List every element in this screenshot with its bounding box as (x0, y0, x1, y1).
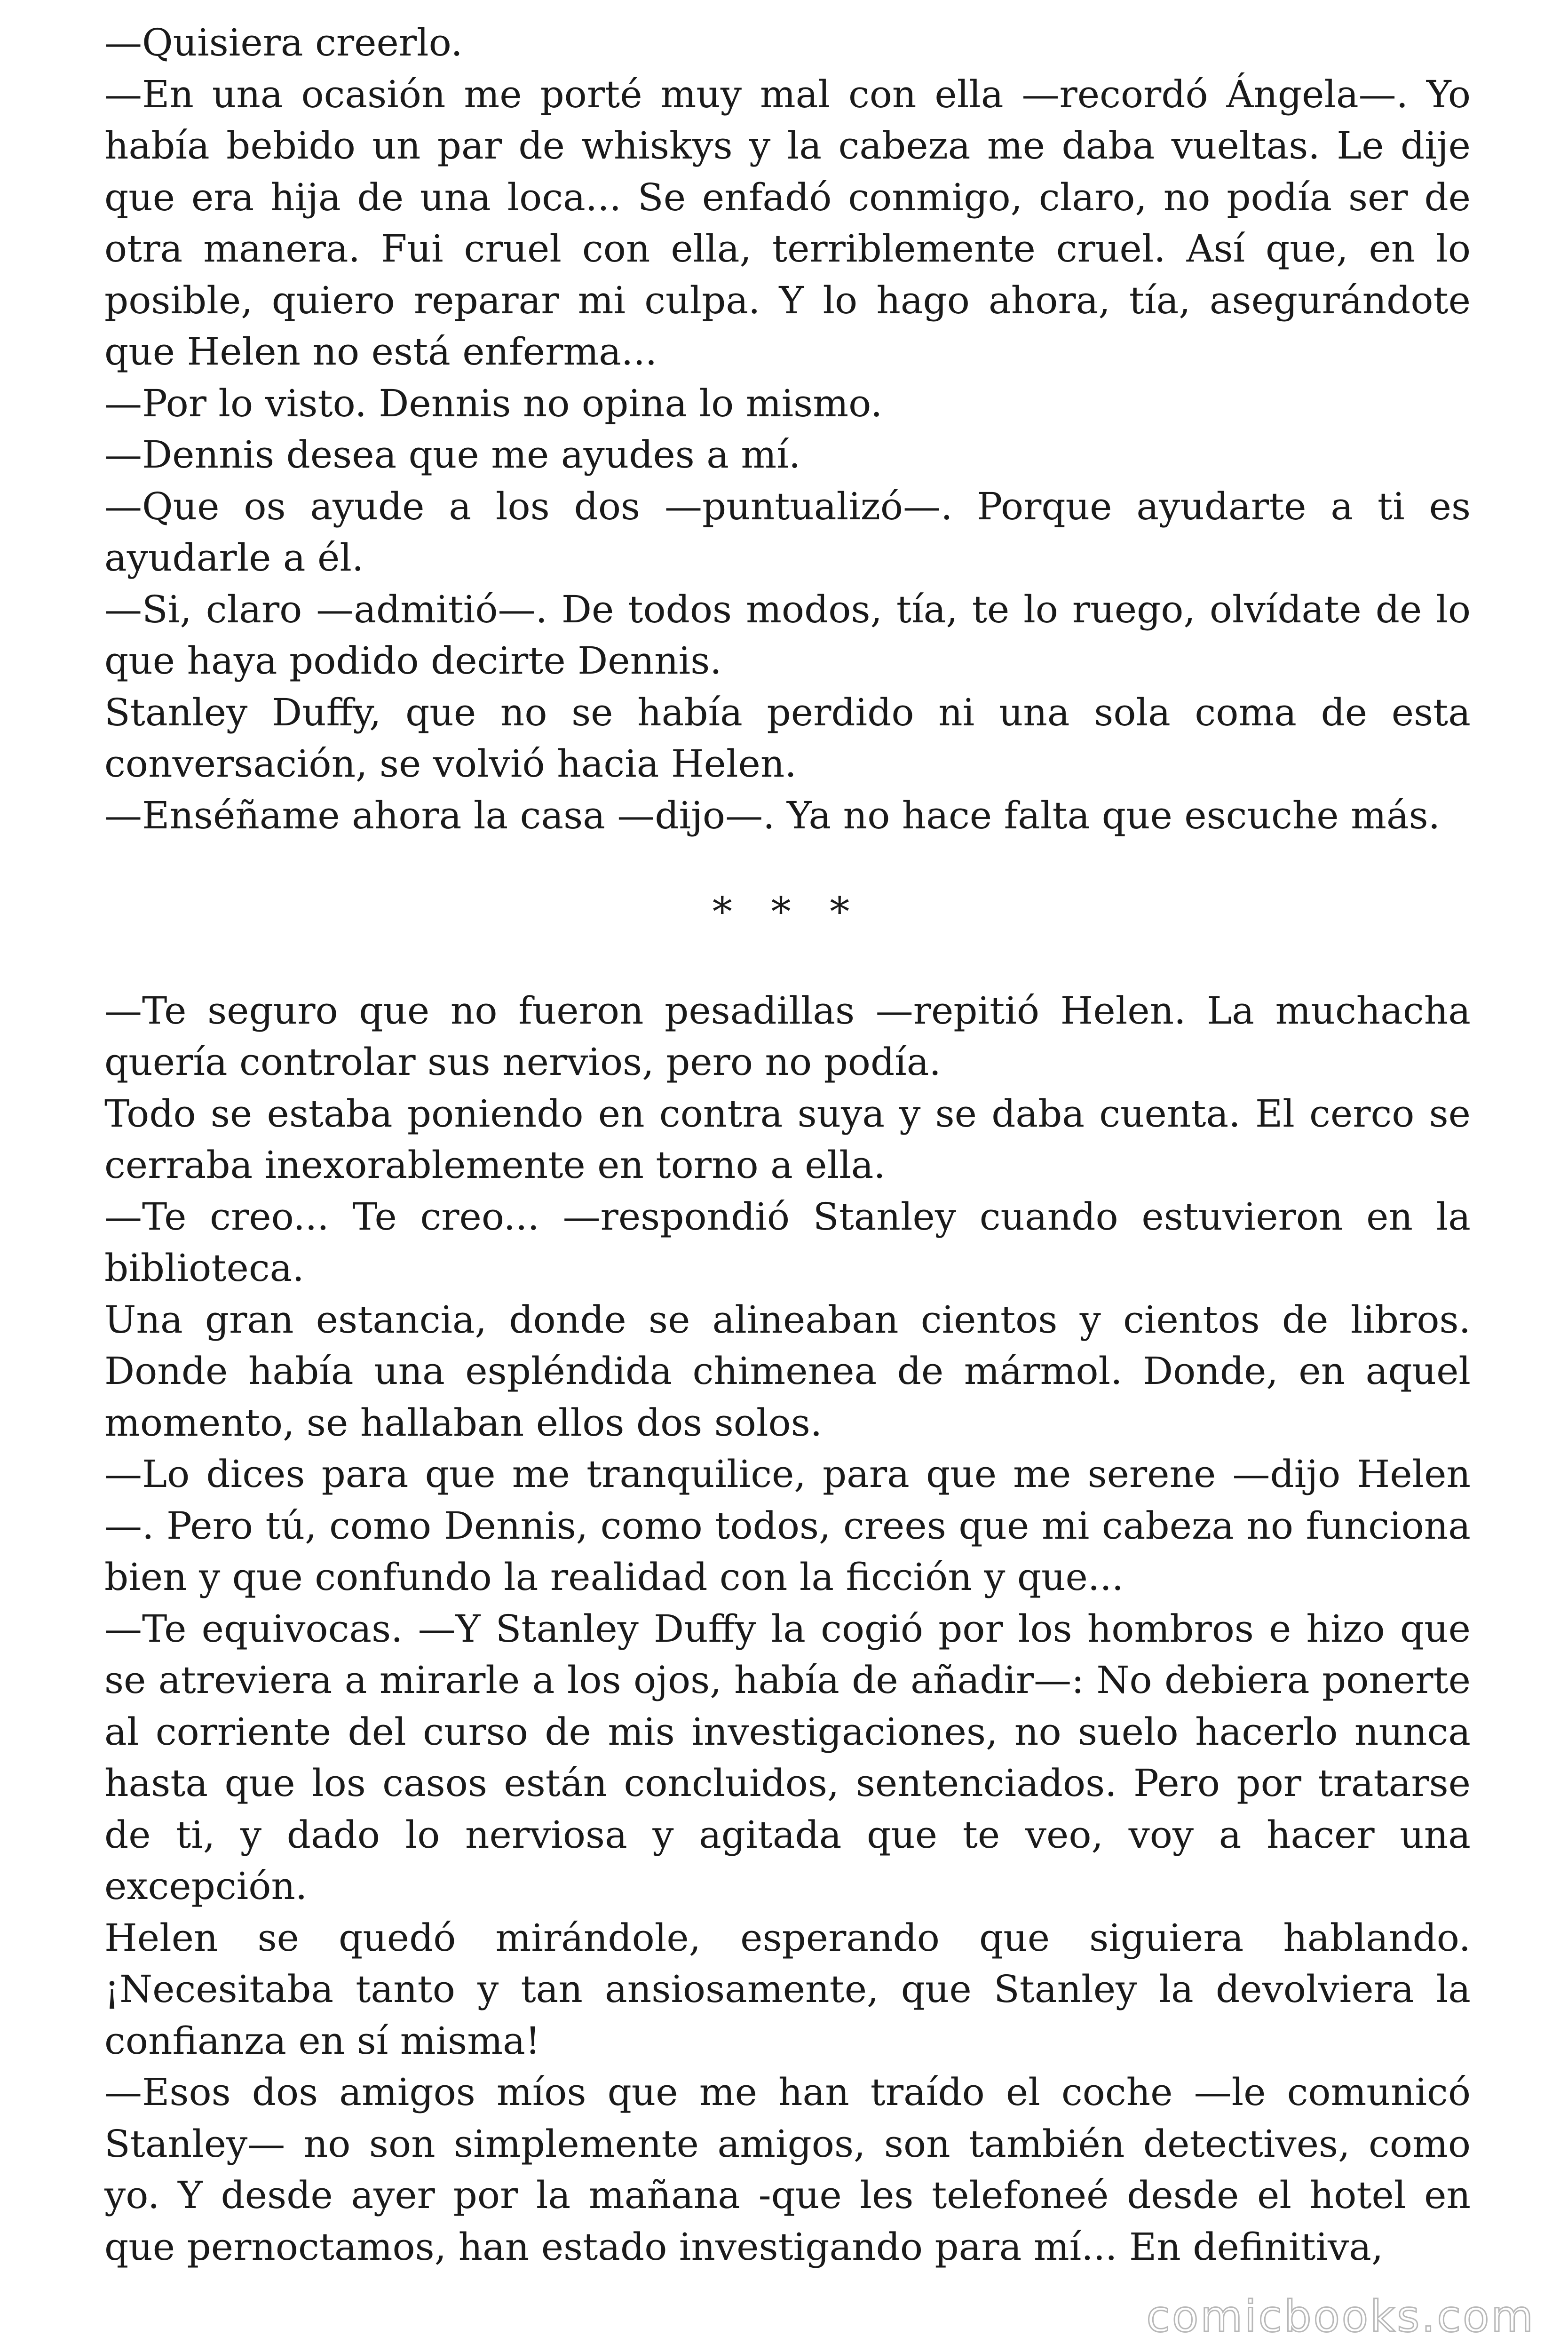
paragraph: —En una ocasión me porté muy mal con ella —recordó Ángela—. Yo había bebido un par de whiskys y la cabeza me daba vueltas. Le dije que era hija de una loca... Se enfadó conmigo, claro, no podía ser de otra manera. Fui cruel con ella, terriblemente cruel. Así que, en lo posible, quiero reparar mi culpa. Y lo hago ahora, tía, asegurándote que Helen no está enferma... (104, 72, 1471, 373)
paragraph: Una gran estancia, donde se alineaban cientos y cientos de libros. Donde había una espléndida chimenea de mármol. Donde, en aquel momento, se hallaban ellos dos solos. (104, 1297, 1471, 1445)
page-text (104, 17, 1471, 2273)
paragraph: —Te equivocas. —Y Stanley Duffy la cogió por los hombros e hizo que se atreviera a mirarle a los ojos, había de añadir—: No debiera ponerte al corriente del curso de mis investigaciones, no suelo hacerlo nunca hasta que los casos están concluidos, sentenciados. Pero por tratarse de ti, y dado lo nerviosa y agitada que te veo, voy a hacer una excepción. (104, 1606, 1471, 1908)
paragraph: —Quisiera creerlo. (104, 21, 463, 64)
paragraph: —Enséñame ahora la casa —dijo—. Ya no hace falta que escuche más. (104, 793, 1441, 837)
paragraph: —Dennis desea que me ayudes a mí. (104, 433, 801, 477)
paragraph: Todo se estaba poniendo en contra suya y se daba cuenta. El cerco se cerraba inexorablemente en torno a ella. (104, 1091, 1471, 1187)
scene-separator: * * * (712, 889, 863, 935)
paragraph: Helen se quedó mirándole, esperando que siguiera hablando. ¡Necesitaba tanto y tan ansiosamente, que Stanley la devolviera la confianza en sí misma! (104, 1915, 1471, 2063)
text-block-1 (104, 17, 1471, 841)
text-block-2 (104, 985, 1471, 2273)
paragraph: —Por lo visto. Dennis no opina lo mismo. (104, 381, 883, 425)
paragraph: —Que os ayude a los dos —puntualizó—. Porque ayudarte a ti es ayudarle a él. (104, 484, 1471, 580)
paragraph: —Lo dices para que me tranquilice, para que me serene —dijo Helen —. Pero tú, como Dennis, como todos, crees que mi cabeza no funciona bien y que confundo la realidad con la ficción y que... (104, 1452, 1471, 1599)
watermark: comicbooks.com (1146, 2291, 1535, 2342)
paragraph: Stanley Duffy, que no se había perdido ni una sola coma de esta conversación, se volvió hacia Helen. (104, 690, 1471, 786)
paragraph: —Esos dos amigos míos que me han traído el coche —le comunicó Stanley— no son simplemente amigos, son también detectives, como yo. Y desde ayer por la mañana -que les telefoneé desde el hotel en que pernoctamos, han estado investigando para mí... En definitiva, (104, 2070, 1471, 2269)
paragraph: —Te creo... Te creo... —respondió Stanley cuando estuvieron en la biblioteca. (104, 1194, 1471, 1290)
paragraph: —Te seguro que no fueron pesadillas —repitió Helen. La muchacha quería controlar sus nervios, pero no podía. (104, 988, 1471, 1084)
paragraph: —Si, claro —admitió—. De todos modos, tía, te lo ruego, olvídate de lo que haya podido decirte Dennis. (104, 587, 1471, 683)
